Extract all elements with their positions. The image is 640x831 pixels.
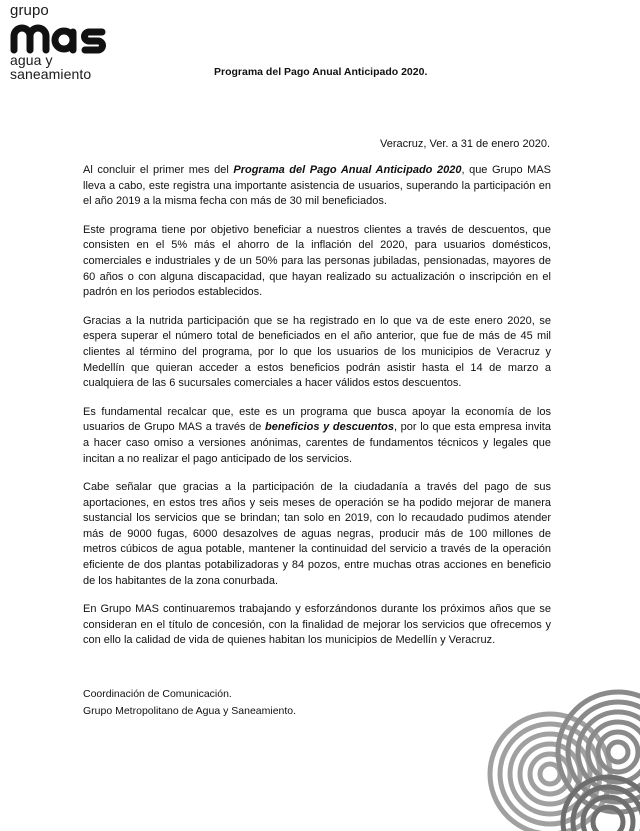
program-name-emphasis: Programa del Pago Anual Anticipado 2020: [233, 164, 462, 176]
signature-block: [83, 686, 296, 720]
grupo-mas-logo: [10, 4, 130, 84]
date-line: Veracruz, Ver. a 31 de enero 2020.: [379, 138, 550, 150]
paragraph-2: Este programa tiene por objetivo beneficiar a nuestros clientes a través de descuentos, que consisten en el 5% más el ahorro de la inflación del 2020, para usuarios domésticos, comerciales e industriales y de un 50% para las personas jubiladas, pensionadas, mayores de 60 años o con alguna discapacidad, que hayan realizado su actualización o inscripción en el padrón en los periodos establecidos.: [83, 223, 551, 299]
benefits-emphasis: beneficios y descuentos: [265, 421, 394, 434]
signature-line-1: Coordinación de Comunicación.: [83, 688, 232, 700]
paragraph-4: Es fundamental recalcar que, este es un programa que busca apoyar la economía de los usuarios de Grupo MAS a través de beneficios y descuentos, por lo que esta empresa invita a hacer caso omiso a versiones anónimas, carentes de fundamentos técnicos y legales que incitan a no realizar el pago anticipado de los servicios.: [83, 405, 551, 465]
paragraph-6: En Grupo MAS continuaremos trabajando y esforzándonos durante los próximos años que se consideran en el título de concesión, con la finalidad de mejorar los servicios que ofrecemos y con ello la calidad de vida de quienes habitan los municipios de Medellín y Veracruz.: [83, 603, 551, 647]
document-title: Programa del Pago Anual Anticipado 2020.: [214, 66, 428, 78]
logo-grupo-text: grupo: [10, 2, 49, 19]
logo-saneamiento-text: saneamiento: [10, 66, 92, 82]
logo-mas-mark: [10, 18, 120, 54]
paragraph-1: Al concluir el primer mes del Programa del Pago Anual Anticipado 2020, que Grupo MAS lleva a cabo, este registra una importante asistencia de usuarios, superando la participación en el año 2019 a la misma fecha con más de 30 mil beneficiados.: [83, 164, 551, 208]
letter-body: [83, 163, 551, 662]
paragraph-5: Cabe señalar que gracias a la participación de la ciudadanía a través del pago de sus aportaciones, en estos tres años y seis meses de operación se ha podido mejorar de manera sustancial los servicios que se brindan; tan solo en 2019, con lo recaudado pudimos atender más de 9000 fugas, 6000 desazolves de aguas negras, producir más de 100 millones de metros cúbicos de agua potable, mantener la continuidad del servicio a través de la operación eficiente de dos plantas potabilizadoras y 84 pozos, entre muchas otras acciones en beneficio de los habitantes de la zona conurbada.: [83, 481, 551, 587]
signature-line-2: Grupo Metropolitano de Agua y Saneamiento.: [83, 705, 297, 717]
logo-agua-text: agua y: [10, 52, 53, 68]
paragraph-3: Gracias a la nutrida participación que se ha registrado en lo que va de este enero 2020, se espera superar el número total de beneficiados en el año anterior, que fue de más de 45 mil clientes al término del programa, por lo que los usuarios de los municipios de Veracruz y Medellín que quieran acceder a estos beneficios podrán asistir hasta el 14 de marzo a cualquiera de las 6 sucursales comerciales a hacer válidos estos descuentos.: [83, 314, 551, 390]
decorative-circles-graphic: [480, 672, 640, 831]
